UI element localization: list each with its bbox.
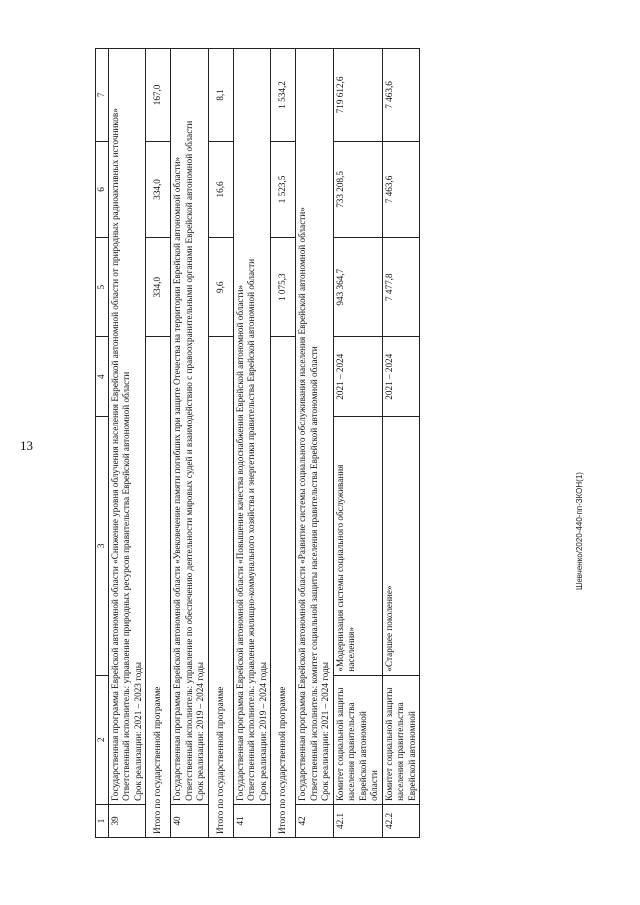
total-label: Итого по государственной программе [208, 337, 233, 838]
value-cell: 719 612,6 [333, 49, 382, 142]
subprogram-row [333, 49, 382, 838]
event-cell: «Модернизация системы социального обслуживания населения» [333, 417, 382, 676]
column-header: 4 [96, 337, 109, 417]
value-cell: 943 364,7 [333, 237, 382, 336]
event-cell: «Старшее поколение» [382, 417, 420, 676]
total-value: 1 534,2 [271, 49, 296, 142]
column-header: 3 [96, 417, 109, 676]
column-header: 7 [96, 49, 109, 142]
page-number: 13 [20, 438, 33, 453]
program-executor: Ответственный исполнитель: управление жилищно-коммунального хозяйства и энергетики правительства Еврейской автономной области [246, 258, 256, 801]
total-value: 8,1 [208, 49, 233, 142]
program-total-row [271, 49, 296, 838]
row-number: 39 [108, 804, 146, 837]
column-header: 5 [96, 237, 109, 336]
total-value: 1 523,5 [271, 141, 296, 237]
program-period: Срок реализации: 2019 – 2024 годы [257, 662, 268, 801]
value-cell: 7 463,6 [382, 49, 420, 142]
column-number-row [96, 49, 109, 838]
row-number: 41 [233, 804, 271, 837]
row-number: 42 [296, 804, 334, 837]
total-value: 334,0 [146, 237, 171, 336]
column-header: 6 [96, 141, 109, 237]
value-cell: 733 208,5 [333, 141, 382, 237]
total-label: Итого по государственной программе [146, 337, 171, 838]
row-number: 42.1 [333, 804, 382, 837]
program-description [296, 49, 334, 805]
program-period: Срок реализации: 2021 – 2023 годы [132, 662, 143, 801]
program-description [171, 49, 209, 805]
program-title: Государственная программа Еврейской автономной области «Снижение уровня облучения населения Еврейской автономной области от природных радиоактивных источников» [109, 108, 120, 801]
total-label: Итого по государственной программе [271, 337, 296, 838]
program-title: Государственная программа Еврейской автономной области «Повышение качества водоснабжения Еврейской автономной области» [234, 284, 245, 801]
program-executor: Ответственный исполнитель: комитет социальной защиты населения правительства Еврейской автономной области [308, 346, 319, 801]
program-total-row [208, 49, 233, 838]
total-value: 9,6 [208, 237, 233, 336]
total-value: 1 075,3 [271, 237, 296, 336]
program-title: Государственная программа Еврейской автономной области «Развитие системы социального обслуживания населения Еврейской автономной области» [297, 207, 307, 801]
program-title: Государственная программа Еврейской автономной области «Увековечение памяти погибших при защите Отечества на территории Еврейской автономной области» [172, 156, 182, 801]
program-description [108, 49, 146, 805]
subprogram-row [382, 49, 420, 838]
executor-cell: Комитет социальной защиты населения правительства Еврейской автономной [382, 675, 420, 804]
program-row [233, 49, 271, 838]
period-cell: 2021 – 2024 [333, 337, 382, 417]
program-row [296, 49, 334, 838]
program-row [171, 49, 209, 838]
total-value: 334,0 [146, 141, 171, 237]
program-executor: Ответственный исполнитель: управление природных ресурсов правительства Еврейской автономной области [121, 371, 131, 801]
rotated-table-container [95, 48, 535, 838]
program-period: Срок реализации: 2021 – 2024 годы [320, 662, 330, 801]
executor-cell: Комитет социальной защиты населения правительства Еврейской автономной области [333, 675, 382, 804]
row-number: 40 [171, 804, 209, 837]
total-value: 167,0 [146, 49, 171, 142]
program-period: Срок реализации: 2019 – 2024 годы [195, 662, 205, 801]
program-total-row [146, 49, 171, 838]
period-cell: 2021 – 2024 [382, 337, 420, 417]
program-table [95, 48, 420, 838]
value-cell: 7 477,8 [382, 237, 420, 336]
total-value: 16,6 [208, 141, 233, 237]
document-code: Шевченко/2020-440-пп-ЗКОН(1) [575, 472, 584, 590]
program-row [108, 49, 146, 838]
column-header: 1 [96, 804, 109, 837]
row-number: 42.2 [382, 804, 420, 837]
value-cell: 7 463,6 [382, 141, 420, 237]
program-executor: Ответственный исполнитель: управление по обеспечению деятельности мировых судей и взаимодействию с правоохранительными органами Еврейской автономной области [183, 120, 194, 801]
column-header: 2 [96, 675, 109, 804]
program-description [233, 49, 271, 805]
